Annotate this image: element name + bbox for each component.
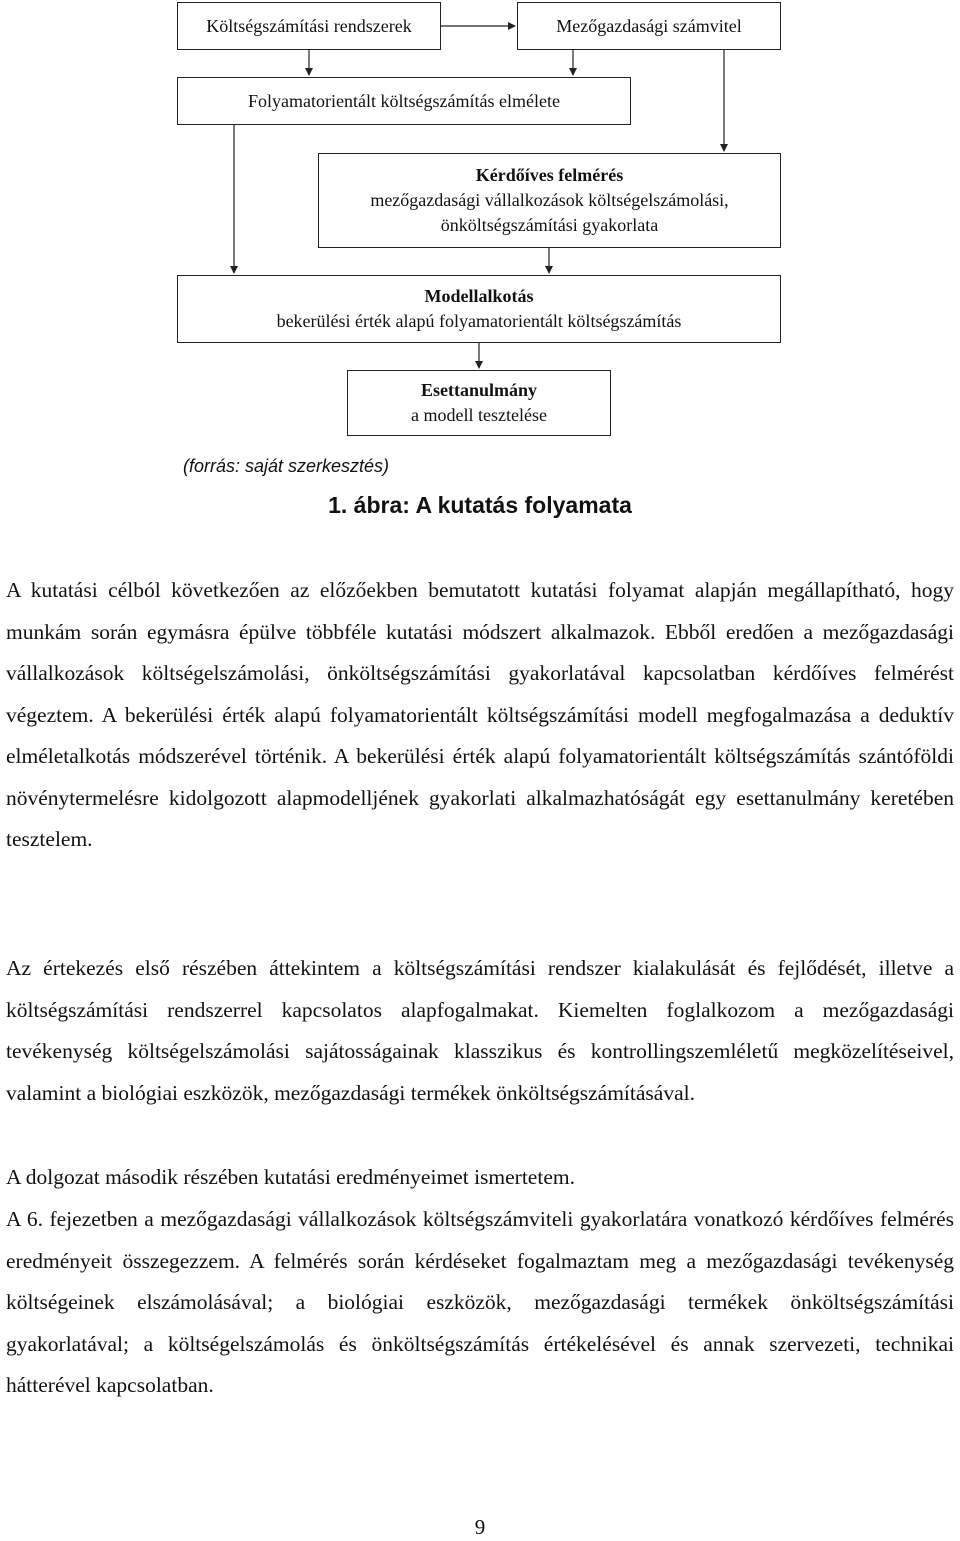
box-cost-systems-label: Költségszámítási rendszerek xyxy=(206,15,412,36)
paragraph-3: A dolgozat második részében kutatási eredményeimet ismertetem. xyxy=(6,1165,575,1189)
page-number: 9 xyxy=(474,1515,486,1539)
box-model xyxy=(177,275,781,343)
box-model-title: Modellalkotás xyxy=(424,286,534,306)
box-theory xyxy=(177,77,631,125)
box-model-line1: bekerülési érték alapú folyamatorientált költségszámítás xyxy=(276,311,682,331)
paragraph-2: Az értekezés első részében áttekintem a költségszámítási rendszer kialakulását és fejlődését, illetve a költségszámítási rendszerrel kapcsolatos alapfogalmakat. Kiemelten foglalkozom a mezőgazdasági tevékenység költségelszámolási sajátosságainak klasszikus és kontrollingszemléletű megközelítéseivel, valamint a biológiai eszközök, mezőgazdasági termékek önköltségszámításával. xyxy=(6,956,954,1105)
box-agri-accounting xyxy=(517,2,781,50)
box-survey-line1: mezőgazdasági vállalkozások költségelszámolási, xyxy=(370,190,729,210)
box-agri-accounting-label: Mezőgazdasági számvitel xyxy=(556,15,742,36)
box-cost-systems xyxy=(177,2,441,50)
box-case-line1: a modell tesztelése xyxy=(411,405,547,425)
figure-source: (forrás: saját szerkesztés) xyxy=(183,456,390,476)
box-survey-title: Kérdőíves felmérés xyxy=(475,165,624,185)
box-case-title: Esettanulmány xyxy=(420,380,537,400)
box-theory-label: Folyamatorientált költségszámítás elmélete xyxy=(248,90,560,111)
box-survey-line2: önköltségszámítási gyakorlata xyxy=(440,215,659,235)
paragraph-4: A 6. fejezetben a mezőgazdasági vállalkozások költségszámviteli gyakorlatára vonatkozó kérdőíves felmérés eredményeit összegezzem. A felmérés során kérdéseket fogalmaztam meg a mezőgazdasági tevékenység költségeinek elszámolásával; a biológiai eszközök, mezőgazdasági termékek önköltségszámítási gyakorlatával; a költségelszámolás és önköltségszámítás értékelésével és annak szervezeti, technikai hátterével kapcsolatban. xyxy=(6,1207,954,1397)
box-case-study xyxy=(347,370,611,436)
paragraph-1: A kutatási célból következően az előzőekben bemutatott kutatási folyamat alapján megállapítható, hogy munkám során egymásra épülve többféle kutatási módszert alkalmazok. Ebből eredően a mezőgazdasági vállalkozások költségelszámolási, önköltségszámítási gyakorlatával kapcsolatban kérdőíves felmérést végeztem. A bekerülési érték alapú folyamatorientált költségszámítási modell megfogalmazása a deduktív elméletalkotás módszerével történik. A bekerülési érték alapú folyamatorientált költségszámítás szántóföldi növénytermelésre kidolgozott alapmodelljének gyakorlati alkalmazhatóságát egy esettanulmány keretében tesztelem. xyxy=(6,578,954,851)
figure-caption: 1. ábra: A kutatás folyamata xyxy=(328,492,632,518)
box-survey xyxy=(318,153,781,248)
